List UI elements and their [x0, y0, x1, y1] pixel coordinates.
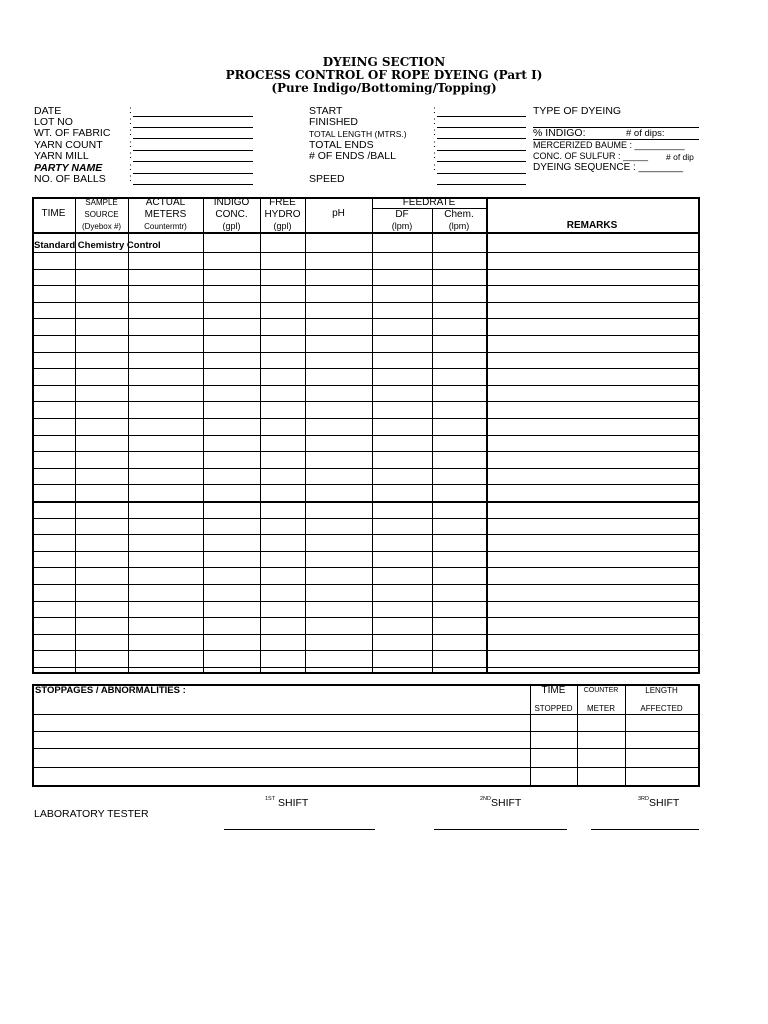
field-label-dyeing-sequence: DYEING SEQUENCE : ________ [533, 162, 684, 173]
no-of-balls-field[interactable] [133, 184, 253, 185]
shift-1-text: SHIFT [278, 797, 309, 809]
party-name-field[interactable] [133, 173, 253, 174]
field-colon: : [129, 172, 132, 184]
field-label-conc-of-sulfur: CONC. OF SULFUR : _____ [533, 151, 649, 161]
table-row[interactable] [32, 285, 700, 286]
table-row[interactable] [32, 617, 700, 618]
field-colon: : [433, 126, 436, 138]
ends-per-ball-field[interactable] [437, 161, 526, 162]
field-colon: : [433, 138, 436, 150]
col-header-df-unit: (lpm) [391, 221, 413, 231]
col-header-indigo-1: INDIGO [213, 197, 250, 208]
field-label-sulfur-dips: # of dip [666, 152, 694, 162]
col-header-free-2: HYDRO [264, 209, 301, 220]
field-label-pct-indigo: % INDIGO: [533, 127, 586, 139]
table-row[interactable] [32, 501, 700, 503]
shift-1-sup: 1ST [265, 796, 276, 802]
date-field[interactable] [133, 116, 253, 117]
stoppages-right-border [698, 684, 700, 787]
field-label-yarn-count: YARN COUNT [34, 139, 103, 151]
col-header-time: TIME [41, 208, 66, 219]
stoppages-divider [625, 684, 626, 787]
field-colon: : [129, 138, 132, 150]
blank-field[interactable] [437, 173, 526, 174]
field-label-total-length: TOTAL LENGTH (MTRS.) [309, 129, 407, 139]
stoppages-divider [577, 684, 578, 787]
form-subtitle: PROCESS CONTROL OF ROPE DYEING (Part I) [225, 68, 543, 82]
stoppages-col-length-1: LENGTH [645, 686, 678, 695]
table-row[interactable] [32, 468, 700, 469]
col-header-chem-unit: (lpm) [448, 221, 470, 231]
speed-field[interactable] [437, 184, 526, 185]
yarn-count-field[interactable] [133, 150, 253, 151]
stoppages-divider [530, 684, 531, 787]
table-row[interactable] [32, 352, 700, 353]
stoppages-col-time-2: STOPPED [534, 704, 573, 713]
stoppages-left-border [32, 684, 34, 787]
table-row[interactable] [32, 601, 700, 602]
stoppages-row-divider [32, 767, 700, 768]
table-row[interactable] [32, 368, 700, 369]
field-colon: : [433, 115, 436, 127]
stoppages-bottom-border [32, 785, 700, 787]
field-label-speed: SPEED [309, 173, 345, 185]
table-row[interactable] [32, 401, 700, 402]
col-header-indigo-2: CONC. [215, 209, 248, 220]
shift-3-label [638, 797, 679, 809]
field-colon: : [129, 149, 132, 161]
shift-3-sup: 3RD [638, 796, 650, 802]
field-label-date: DATE [34, 105, 62, 117]
stoppages-col-length-2: AFFECTED [640, 704, 683, 713]
col-header-chem: Chem. [444, 209, 474, 220]
table-row[interactable] [32, 435, 700, 436]
header-bottom-border [32, 232, 700, 234]
table-row[interactable] [32, 534, 700, 535]
table-row[interactable] [32, 318, 700, 319]
yarn-mill-field[interactable] [133, 161, 253, 162]
shift-3-signature-field[interactable] [591, 829, 699, 830]
table-row[interactable] [32, 302, 700, 303]
stoppages-row-divider [32, 748, 700, 749]
col-header-free-1: FREE [269, 197, 296, 208]
finished-field[interactable] [437, 127, 526, 128]
col-header-sample-3: (Dyebox #) [81, 222, 122, 231]
field-label-total-ends: TOTAL ENDS [309, 139, 374, 151]
table-row[interactable] [32, 269, 700, 270]
stoppages-col-counter-2: METER [587, 704, 615, 713]
row-divider [32, 252, 700, 253]
stoppages-row-divider [32, 731, 700, 732]
field-label-ends-per-ball: # OF ENDS /BALL [309, 150, 396, 162]
table-row[interactable] [32, 551, 700, 552]
table-row[interactable] [32, 451, 700, 452]
shift-2-label [480, 797, 521, 809]
table-row[interactable] [32, 335, 700, 336]
field-label-type-of-dyeing: TYPE OF DYEING [533, 105, 622, 117]
table-row[interactable] [32, 650, 700, 651]
field-label-num-dips: # of dips: [626, 128, 665, 139]
stoppages-col-time-1: TIME [541, 685, 566, 696]
table-row[interactable] [32, 418, 700, 419]
table-row[interactable] [32, 567, 700, 568]
col-header-actual-2: METERS [144, 209, 187, 220]
lot-no-field[interactable] [133, 127, 253, 128]
field-colon: : [129, 126, 132, 138]
field-colon: : [129, 115, 132, 127]
col-header-actual-3: Countermtr) [144, 222, 187, 231]
field-colon: : [433, 149, 436, 161]
col-header-feedrate: FEEDRATE [402, 197, 456, 208]
table-row[interactable] [32, 634, 700, 635]
field-label-start: START [309, 105, 343, 117]
field-label-no-of-balls: NO. OF BALLS [34, 173, 106, 185]
field-label-lot-no: LOT NO [34, 116, 73, 128]
wt-of-fabric-field[interactable] [133, 138, 253, 139]
total-length-field[interactable] [437, 138, 526, 139]
standard-chemistry-label: Standard Chemistry Control [34, 240, 161, 251]
field-colon: : [433, 161, 436, 173]
field-label-yarn-mill: YARN MILL [34, 150, 89, 162]
field-colon: : [129, 161, 132, 173]
shift-2-sup: 2ND [480, 796, 492, 802]
stoppages-title: STOPPAGES / ABNORMALITIES : [35, 685, 186, 696]
field-label-party-name: PARTY NAME [34, 162, 103, 174]
col-header-indigo-3: (gpl) [222, 221, 241, 231]
field-colon: : [129, 104, 132, 116]
table-row[interactable] [32, 584, 700, 585]
table-row[interactable] [32, 385, 700, 386]
form-title: DYEING SECTION [322, 55, 446, 69]
total-ends-field[interactable] [437, 150, 526, 151]
stoppages-row-divider [32, 714, 700, 715]
table-row[interactable] [32, 518, 700, 519]
column-divider [432, 208, 433, 674]
shift-2-text: SHIFT [491, 797, 522, 809]
table-bottom-border [32, 672, 700, 674]
shift-3-text: SHIFT [649, 797, 680, 809]
field-colon: : [433, 104, 436, 116]
col-header-df: DF [395, 209, 409, 220]
shift-2-signature-field[interactable] [434, 829, 567, 830]
table-row[interactable] [32, 667, 700, 668]
shift-1-signature-field[interactable] [224, 829, 375, 830]
stoppages-col-counter-1: COUNTER [583, 687, 619, 694]
col-header-sample-1: SAMPLE [85, 198, 118, 207]
col-header-free-3: (gpl) [273, 221, 292, 231]
col-header-remarks: REMARKS [566, 220, 618, 231]
shift-1-label [265, 797, 308, 809]
laboratory-tester-label: LABORATORY TESTER [34, 808, 149, 820]
table-row[interactable] [32, 484, 700, 485]
start-field[interactable] [437, 116, 526, 117]
form-subtitle-types: (Pure Indigo/Bottoming/Topping) [271, 81, 497, 95]
col-header-ph: pH [332, 208, 345, 219]
field-label-finished: FINISHED [309, 116, 359, 128]
field-label-mercerized-baume: MERCERIZED BAUME : __________ [533, 140, 685, 150]
col-header-actual-1: ACTUAL [145, 197, 186, 208]
field-label-wt-of-fabric: WT. OF FABRIC [34, 127, 111, 139]
col-header-sample-2: SOURCE [84, 210, 119, 219]
